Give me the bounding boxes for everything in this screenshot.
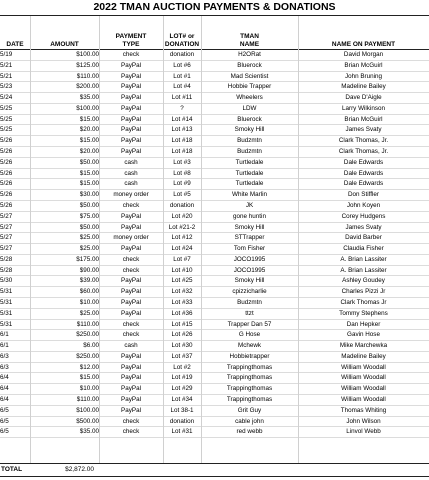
payment-type-cell: money order [99, 233, 163, 244]
tman-name-cell: Wheelers [201, 93, 298, 104]
table-row [0, 427, 429, 438]
lot-cell: Lot #24 [163, 244, 201, 255]
tman-name-cell: cpizzicharlie [201, 287, 298, 298]
date-cell: 5/27 [0, 211, 30, 222]
amount-cell: $175.00 [30, 254, 99, 265]
tman-name-cell: JOCO1995 [201, 254, 298, 265]
table-row [0, 50, 429, 60]
lot-cell: Lot #9 [163, 179, 201, 190]
date-cell: 5/27 [0, 244, 30, 255]
table-row [0, 330, 429, 341]
date-cell: 5/26 [0, 179, 30, 190]
amount-cell: $50.00 [30, 157, 99, 168]
payment-type-cell: PayPal [99, 297, 163, 308]
column-header-name-on-payment-label: NAME ON PAYMENT [331, 40, 396, 48]
amount-cell: $25.00 [30, 233, 99, 244]
tman-name-cell: Trappingthomas [201, 373, 298, 384]
payment-type-cell: PayPal [99, 395, 163, 406]
payer-name-cell: Clark Thomas, Jr. [298, 147, 429, 158]
tman-name-cell: Bluerock [201, 60, 298, 71]
lot-cell: Lot #31 [163, 427, 201, 438]
tman-name-cell: JOCO1995 [201, 265, 298, 276]
column-divider [201, 16, 202, 464]
tman-name-cell: ttzt [201, 308, 298, 319]
lot-cell: ? [163, 103, 201, 114]
tman-name-cell: JK [201, 200, 298, 211]
date-cell: 6/5 [0, 416, 30, 427]
column-header-payment-type-line1: PAYMENT [115, 33, 147, 40]
lot-cell: Lot #18 [163, 147, 201, 158]
lot-cell: Lot #19 [163, 373, 201, 384]
amount-cell: $125.00 [30, 60, 99, 71]
amount-cell: $100.00 [30, 405, 99, 416]
amount-cell: $500.00 [30, 416, 99, 427]
table-row [0, 276, 429, 287]
date-cell: 5/31 [0, 287, 30, 298]
lot-cell: Lot #6 [163, 60, 201, 71]
column-header-tman-name-line2: NAME [239, 40, 260, 48]
date-cell: 5/21 [0, 71, 30, 82]
payment-type-cell: PayPal [99, 405, 163, 416]
date-cell: 5/26 [0, 200, 30, 211]
payment-type-cell: cash [99, 341, 163, 352]
table-row [0, 82, 429, 93]
amount-cell: $110.00 [30, 395, 99, 406]
date-cell: 5/27 [0, 233, 30, 244]
amount-cell: $39.00 [30, 276, 99, 287]
date-cell: 5/31 [0, 308, 30, 319]
payer-name-cell: William Woodall [298, 384, 429, 395]
lot-cell: donation [163, 200, 201, 211]
date-cell: 6/1 [0, 341, 30, 352]
payment-type-cell: PayPal [99, 308, 163, 319]
column-header-lot [163, 16, 201, 50]
payment-type-cell: check [99, 416, 163, 427]
tman-name-cell: White Marlin [201, 190, 298, 201]
tman-name-cell: Budzmtn [201, 147, 298, 158]
amount-cell: $110.00 [30, 71, 99, 82]
payer-name-cell: Don Stiffler [298, 190, 429, 201]
payer-name-cell: Tommy Stephens [298, 308, 429, 319]
lot-cell: Lot #14 [163, 114, 201, 125]
table-row [0, 114, 429, 125]
payer-name-cell: John Bruning [298, 71, 429, 82]
payer-name-cell: William Woodall [298, 373, 429, 384]
date-cell: 6/3 [0, 351, 30, 362]
payment-type-cell: PayPal [99, 147, 163, 158]
payer-name-cell: Mike Marchewka [298, 341, 429, 352]
date-cell: 6/4 [0, 395, 30, 406]
column-header-amount [30, 16, 99, 50]
payer-name-cell: Dale Edwards [298, 157, 429, 168]
lot-cell: Lot #13 [163, 125, 201, 136]
tman-name-cell: Bluerock [201, 114, 298, 125]
tman-name-cell: Smoky Hill [201, 276, 298, 287]
payment-type-cell: check [99, 427, 163, 438]
lot-cell: Lot #32 [163, 287, 201, 298]
column-header-name-on-payment [298, 16, 429, 50]
lot-cell: Lot #18 [163, 136, 201, 147]
payer-name-cell: James Svaty [298, 222, 429, 233]
payment-type-cell: PayPal [99, 384, 163, 395]
table-row [0, 103, 429, 114]
lot-cell: Lot #8 [163, 168, 201, 179]
tman-name-cell: Budzmtn [201, 297, 298, 308]
date-cell: 5/27 [0, 222, 30, 233]
payer-name-cell: Dave D'Aigle [298, 93, 429, 104]
payment-type-cell: PayPal [99, 60, 163, 71]
payer-name-cell: Linvol Webb [298, 427, 429, 438]
column-header-payment-type [99, 16, 163, 50]
payment-type-cell: PayPal [99, 222, 163, 233]
lot-cell: Lot #21-2 [163, 222, 201, 233]
tman-name-cell: Smoky Hill [201, 222, 298, 233]
payer-name-cell: Brian McGuirl [298, 114, 429, 125]
column-divider [30, 16, 31, 464]
amount-cell: $200.00 [30, 82, 99, 93]
date-cell: 5/25 [0, 103, 30, 114]
lot-cell: Lot #7 [163, 254, 201, 265]
payment-type-cell: check [99, 50, 163, 60]
lot-cell: Lot #11 [163, 93, 201, 104]
column-header-date [0, 16, 30, 50]
date-cell: 5/23 [0, 82, 30, 93]
tman-name-cell: cable john [201, 416, 298, 427]
column-header-tman-name-line1: TMAN [240, 33, 259, 40]
payer-name-cell: A. Brian Lassiter [298, 254, 429, 265]
column-header-lot-line1: LOT# or [169, 33, 195, 40]
lot-cell: Lot #4 [163, 82, 201, 93]
payer-name-cell: William Woodall [298, 362, 429, 373]
payment-type-cell: cash [99, 157, 163, 168]
date-cell: 5/25 [0, 114, 30, 125]
date-cell: 6/3 [0, 362, 30, 373]
table-row [0, 60, 429, 71]
tman-name-cell: Turtledale [201, 168, 298, 179]
lot-cell: Lot #37 [163, 351, 201, 362]
column-header-tman-name [201, 16, 298, 50]
table-row [0, 254, 429, 265]
table-row [0, 222, 429, 233]
column-divider [99, 16, 100, 464]
table-row [0, 362, 429, 373]
amount-cell: $12.00 [30, 362, 99, 373]
table-row [0, 179, 429, 190]
tman-name-cell: Smoky Hill [201, 125, 298, 136]
tman-name-cell: Mad Scientist [201, 71, 298, 82]
table-row [0, 147, 429, 158]
lot-cell: Lot #29 [163, 384, 201, 395]
amount-cell: $250.00 [30, 351, 99, 362]
amount-cell: $50.00 [30, 200, 99, 211]
payer-name-cell: Madeline Bailey [298, 351, 429, 362]
date-cell: 5/30 [0, 276, 30, 287]
date-cell: 5/31 [0, 297, 30, 308]
table-row [0, 93, 429, 104]
column-header-lot-line2: DONATION [164, 40, 200, 48]
lot-cell: Lot #20 [163, 211, 201, 222]
payer-name-cell: Gavin Hose [298, 330, 429, 341]
date-cell: 5/24 [0, 93, 30, 104]
date-cell: 5/26 [0, 190, 30, 201]
table-row [0, 244, 429, 255]
sheet-title: 2022 TMAN AUCTION PAYMENTS & DONATIONS [93, 1, 336, 13]
amount-cell: $10.00 [30, 297, 99, 308]
lot-cell: Lot #5 [163, 190, 201, 201]
payment-type-cell: check [99, 330, 163, 341]
date-cell: 5/19 [0, 50, 30, 60]
column-header-payment-type-line2: TYPE [122, 40, 140, 48]
lot-cell: Lot #34 [163, 395, 201, 406]
tman-name-cell: Trappingthomas [201, 395, 298, 406]
lot-cell: Lot #2 [163, 362, 201, 373]
payment-type-cell: PayPal [99, 351, 163, 362]
lot-cell: donation [163, 50, 201, 60]
date-cell: 6/5 [0, 427, 30, 438]
table-row [0, 373, 429, 384]
amount-cell: $50.00 [30, 222, 99, 233]
tman-name-cell: Hobbietrapper [201, 351, 298, 362]
amount-cell: $35.00 [30, 427, 99, 438]
payment-type-cell: PayPal [99, 82, 163, 93]
payment-type-cell: PayPal [99, 93, 163, 104]
payment-type-cell: money order [99, 190, 163, 201]
payment-type-cell: PayPal [99, 125, 163, 136]
payment-type-cell: PayPal [99, 211, 163, 222]
lot-cell: Lot #33 [163, 297, 201, 308]
payment-type-cell: check [99, 200, 163, 211]
payer-name-cell: Ashley Goudey [298, 276, 429, 287]
total-row [0, 464, 429, 476]
payment-type-cell: PayPal [99, 244, 163, 255]
table-row [0, 319, 429, 330]
payer-name-cell: Clark Thomas Jr [298, 297, 429, 308]
table-row [0, 233, 429, 244]
total-label: TOTAL [1, 466, 23, 473]
amount-cell: $25.00 [30, 244, 99, 255]
column-divider [163, 16, 164, 464]
tman-name-cell: red webb [201, 427, 298, 438]
bottom-divider [0, 476, 429, 477]
table-row [0, 384, 429, 395]
amount-cell: $100.00 [30, 103, 99, 114]
payment-type-cell: check [99, 319, 163, 330]
lot-cell: donation [163, 416, 201, 427]
date-cell: 5/25 [0, 125, 30, 136]
payment-type-cell: PayPal [99, 103, 163, 114]
payment-type-cell: PayPal [99, 287, 163, 298]
payment-type-cell: check [99, 254, 163, 265]
amount-cell: $15.00 [30, 136, 99, 147]
column-header-date-label: DATE [6, 40, 24, 48]
amount-cell: $25.00 [30, 308, 99, 319]
payer-name-cell: John Koyen [298, 200, 429, 211]
amount-cell: $15.00 [30, 179, 99, 190]
lot-cell: Lot #1 [163, 71, 201, 82]
table-row [0, 416, 429, 427]
lot-cell: Lot #25 [163, 276, 201, 287]
date-cell: 5/26 [0, 168, 30, 179]
table-row [0, 287, 429, 298]
amount-cell: $90.00 [30, 265, 99, 276]
lot-cell: Lot #36 [163, 308, 201, 319]
lot-cell: Lot #30 [163, 341, 201, 352]
date-cell: 5/26 [0, 136, 30, 147]
amount-cell: $35.00 [30, 93, 99, 104]
tman-name-cell: Turtledale [201, 157, 298, 168]
amount-cell: $6.00 [30, 341, 99, 352]
payer-name-cell: A. Brian Lassiter [298, 265, 429, 276]
amount-cell: $30.00 [30, 190, 99, 201]
payment-type-cell: cash [99, 168, 163, 179]
tman-name-cell: H2ORat [201, 50, 298, 60]
amount-cell: $20.00 [30, 125, 99, 136]
payer-name-cell: Larry Wilkinson [298, 103, 429, 114]
payment-type-cell: PayPal [99, 373, 163, 384]
payer-name-cell: Madeline Bailey [298, 82, 429, 93]
payer-name-cell: Clark Thomas, Jr. [298, 136, 429, 147]
date-cell: 6/4 [0, 373, 30, 384]
table-row [0, 211, 429, 222]
date-cell: 5/26 [0, 147, 30, 158]
payer-name-cell: Thomas Whiting [298, 405, 429, 416]
date-cell: 5/21 [0, 60, 30, 71]
table-row [0, 168, 429, 179]
amount-cell: $100.00 [30, 50, 99, 60]
payment-type-cell: cash [99, 179, 163, 190]
payer-name-cell: James Svaty [298, 125, 429, 136]
table-row [0, 297, 429, 308]
date-cell: 5/28 [0, 265, 30, 276]
amount-cell: $15.00 [30, 373, 99, 384]
tman-name-cell: Hobbie Trapper [201, 82, 298, 93]
payer-name-cell: John Wilson [298, 416, 429, 427]
tman-name-cell: STTrapper [201, 233, 298, 244]
lot-cell: Lot #3 [163, 157, 201, 168]
amount-cell: $250.00 [30, 330, 99, 341]
table-row [0, 200, 429, 211]
payer-name-cell: Corey Hudgens [298, 211, 429, 222]
table-row [0, 308, 429, 319]
lot-cell: Lot #26 [163, 330, 201, 341]
payer-name-cell: Dan Hepker [298, 319, 429, 330]
date-cell: 6/5 [0, 405, 30, 416]
date-cell: 6/1 [0, 330, 30, 341]
tman-name-cell: Trappingthomas [201, 362, 298, 373]
amount-cell: $15.00 [30, 114, 99, 125]
tman-name-cell: Tom Fisher [201, 244, 298, 255]
tman-name-cell: G Hose [201, 330, 298, 341]
table-row [0, 190, 429, 201]
table-row [0, 71, 429, 82]
tman-name-cell: LDW [201, 103, 298, 114]
payer-name-cell: David Morgan [298, 50, 429, 60]
lot-cell: Lot #15 [163, 319, 201, 330]
payer-name-cell: Claudia Fisher [298, 244, 429, 255]
tman-name-cell: Grit Guy [201, 405, 298, 416]
payer-name-cell: Dale Edwards [298, 179, 429, 190]
amount-cell: $110.00 [30, 319, 99, 330]
payments-table [0, 50, 429, 438]
table-row [0, 265, 429, 276]
column-divider [298, 16, 299, 464]
date-cell: 5/31 [0, 319, 30, 330]
table-row [0, 157, 429, 168]
date-cell: 6/4 [0, 384, 30, 395]
tman-name-cell: Budzmtn [201, 136, 298, 147]
table-row [0, 341, 429, 352]
tman-name-cell: Mchewk [201, 341, 298, 352]
payer-name-cell: Charles Pizzi Jr [298, 287, 429, 298]
total-amount: $2,872.00 [65, 466, 94, 473]
payment-type-cell: PayPal [99, 362, 163, 373]
date-cell: 5/26 [0, 157, 30, 168]
column-header-amount-label: AMOUNT [50, 40, 79, 48]
amount-cell: $60.00 [30, 287, 99, 298]
payer-name-cell: David Barber [298, 233, 429, 244]
payment-type-cell: check [99, 265, 163, 276]
date-cell: 5/28 [0, 254, 30, 265]
table-row [0, 395, 429, 406]
table-row [0, 405, 429, 416]
payer-name-cell: William Woodall [298, 395, 429, 406]
table-row [0, 351, 429, 362]
payment-type-cell: PayPal [99, 114, 163, 125]
lot-cell: Lot 38-1 [163, 405, 201, 416]
tman-name-cell: Trappingthomas [201, 384, 298, 395]
payer-name-cell: Dale Edwards [298, 168, 429, 179]
payment-type-cell: PayPal [99, 276, 163, 287]
amount-cell: $10.00 [30, 384, 99, 395]
tman-name-cell: Trapper Dan 57 [201, 319, 298, 330]
amount-cell: $15.00 [30, 168, 99, 179]
tman-name-cell: gone huntin [201, 211, 298, 222]
payer-name-cell: Brian McGuirl [298, 60, 429, 71]
lot-cell: Lot #10 [163, 265, 201, 276]
table-row [0, 136, 429, 147]
lot-cell: Lot #12 [163, 233, 201, 244]
amount-cell: $75.00 [30, 211, 99, 222]
payments-table-body [0, 50, 429, 438]
tman-name-cell: Turtledale [201, 179, 298, 190]
payment-type-cell: PayPal [99, 71, 163, 82]
amount-cell: $20.00 [30, 147, 99, 158]
payment-type-cell: PayPal [99, 136, 163, 147]
table-row [0, 125, 429, 136]
